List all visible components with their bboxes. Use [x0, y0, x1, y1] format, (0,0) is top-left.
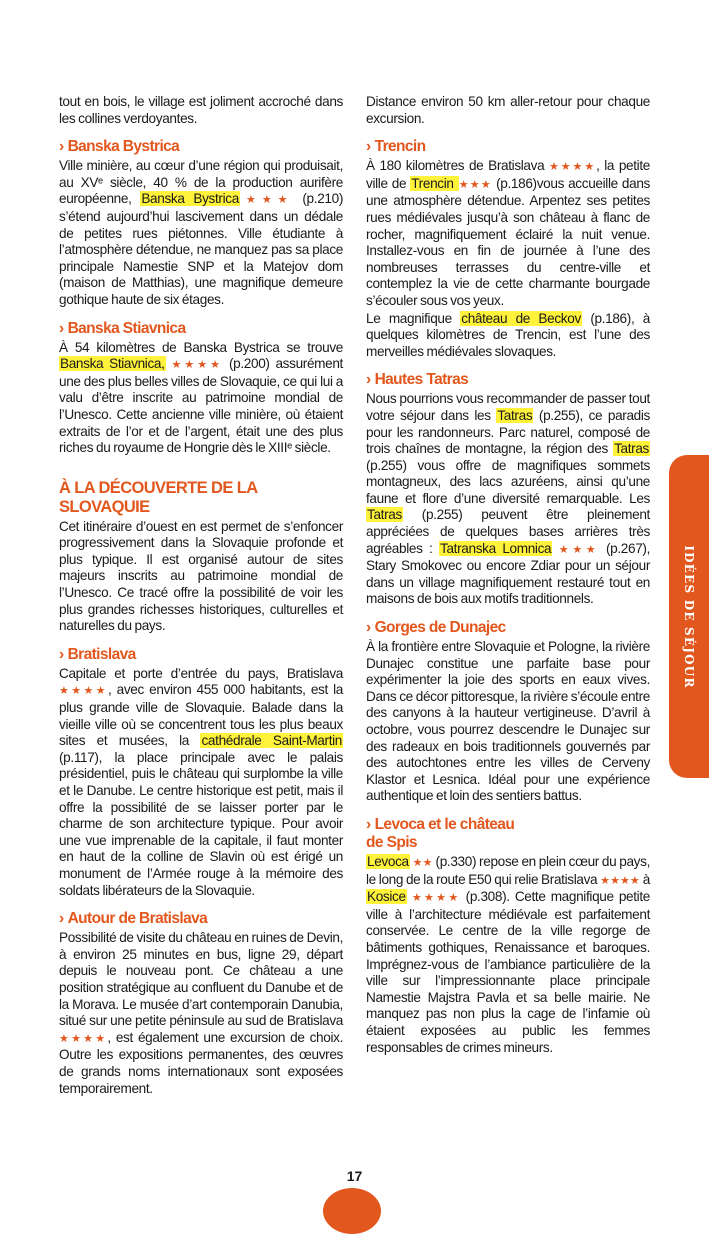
heading-text: Banska Bystrica — [67, 138, 180, 156]
heading-autour-bratislava — [59, 910, 343, 928]
text-run: Le magnifique — [366, 310, 461, 326]
paragraph-levoca — [366, 854, 650, 1056]
heading-text: Hautes Tatras — [374, 371, 469, 389]
chevron-right-icon: › — [366, 138, 371, 156]
highlight-tatras: Tatras — [614, 441, 649, 457]
chevron-right-icon: › — [59, 645, 64, 663]
highlight-banska-stiavnica: Banska Stiavnica, — [60, 356, 165, 372]
heading-text: Banska Stiavnica — [67, 319, 186, 337]
rating-stars-icon: ★★★★ — [171, 359, 224, 372]
highlight-banska-bystrica: Banska Bystrica — [141, 191, 239, 207]
text-run: (p.267), Stary Smokovec ou encore Zdiar pour un séjour dans un village magnifiquement restauré tout en maisons de bois aux motifs traditionnels. — [366, 540, 651, 607]
paragraph-decouverte: Cet itinéraire d’ouest en est permet de s’enfoncer progressivement dans la Slovaquie profonde et plus typique. Il est organisé autour de sites majeurs inscrits au patrimoine mondial de l’Unesco. Ce tracé offre la possibilité de voir les plus grandes richesses historiques, culturelles et naturelles du pays. — [59, 518, 343, 634]
right-column — [366, 94, 650, 1056]
highlight-levoca: Levoca — [367, 853, 409, 869]
intro-paragraph: tout en bois, le village est joliment accroché dans les collines verdoyantes. — [59, 94, 343, 126]
left-column — [59, 94, 343, 1097]
text-run: (p.200) assurément une des plus belles villes de Slovaquie, ce qui lui a valu d’être inscrite au patrimoine mondial de l’Unesco. Cette ancienne ville minière, où étaient extraits de l’or et de l’argent, était une des plus riches du royaume de Hongrie dès le XIIIᵉ siècle. — [59, 356, 343, 456]
heading-text: Trencin — [374, 138, 426, 156]
chevron-right-icon: › — [366, 371, 371, 389]
heading-text: Bratislava — [67, 645, 136, 663]
text-run: Nous pourrions vous recommander de passer tout votre séjour dans les — [366, 391, 650, 423]
heading-levoca — [366, 816, 650, 852]
side-section-tab — [669, 455, 709, 778]
highlight-beckov: château de Beckov — [461, 310, 581, 326]
chevron-right-icon: › — [366, 619, 371, 637]
heading-text: Gorges de Dunajec — [374, 619, 506, 637]
text-run: (p.308). Cette magnifique petite ville à l’architecture médiévale est parfaitement conservée. Le centre de la ville regorge de bâtiments gothiques, Renaissance et baroques. Imprégnez-vous de l’ambiance particulière de la ville sur l’impressionnante place principale Namestie Majstra Pavla et sa belle mairie. Ne manquez pas non plus la cage de l’infamie où étaient exposées au public les femmes responsables de crimes mineurs. — [366, 889, 650, 1055]
paragraph-gorges-dunajec: À la frontière entre Slovaquie et Pologne, la rivière Dunajec constitue une parfaite base pour expérimenter la joie des sports en eaux vives. Dans ce décor pittoresque, la rivière s’écoule entre des canyons à la hauteur vertigineuse. D’avril à octobre, vous pourrez descendre le Dunajec sur des radeaux en bois traditionnels gouvernés par des autochtones entre les villes de Cerveny Klastor et Lesnica. Idéal pour une expérience authentique et loin des sentiers battus. — [366, 639, 650, 804]
heading-text: Levoca et le château — [374, 815, 515, 833]
heading-banska-stiavnica — [59, 320, 343, 338]
page-number: 17 — [346, 1168, 363, 1184]
text-run: Ville minière, au cœur d’une région qui produisait, au XVᵉ siècle, 40 % de la production aurifère européenne, — [59, 158, 343, 207]
text-run: (p.255), ce paradis pour les randonneurs. Parc naturel, composé de trois chaînes de montagne, la région des — [366, 407, 651, 457]
highlight-kosice: Kosice — [367, 889, 406, 905]
side-tab-label: IDÉES DE SÉJOUR — [682, 544, 696, 689]
text-run: Capitale et porte d’entrée du pays, Bratislava — [59, 665, 343, 681]
section-banska-stiavnica — [59, 320, 343, 457]
text-run: Possibilité de visite du château en ruines de Devin, à environ 25 minutes en bus, ligne 29, départ depuis le nouveau pont. Ce château a une position stratégique au confluent du Danube et de la Morava. Le musée d’art contemporain Danubia, situé sur une petite péninsule au sud de Bratislava — [59, 930, 343, 1029]
text-run: (p.186), à quelques kilomètres de Trencin, est l’une des merveilles médiévales slovaques. — [366, 310, 650, 359]
section-intro-left — [59, 94, 343, 127]
rating-stars-icon: ★★★★ — [411, 892, 461, 905]
highlight-tatras: Tatras — [497, 407, 533, 423]
text-run: , la petite ville de — [366, 158, 650, 191]
paragraph-hautes-tatras — [366, 391, 650, 608]
section-gorges-dunajec — [366, 619, 650, 805]
rating-stars-icon: ★★ — [412, 856, 433, 869]
paragraph-banska-stiavnica — [59, 340, 343, 457]
paragraph-banska-bystrica — [59, 158, 343, 308]
text-run: à — [639, 871, 650, 887]
heading-gorges-dunajec — [366, 619, 650, 637]
rating-stars-icon: ★★★★ — [59, 1032, 108, 1045]
section-decouverte — [59, 479, 343, 635]
rating-stars-icon: ★★★★ — [59, 685, 108, 698]
section-hautes-tatras — [366, 371, 650, 608]
section-banska-bystrica — [59, 138, 343, 308]
chevron-right-icon: › — [59, 138, 64, 156]
section-autour-bratislava — [59, 910, 343, 1097]
text-run: À 180 kilomètres de Bratislava — [366, 158, 550, 174]
text-run: (p.117), la place principale avec le palais présidentiel, puis le château qui surplombe la ville et le Danube. Le centre historique est petit, mais il offre la possibilité de se laisser porter par le charme de son architecture typique. Pour avoir une vue imprenable de la capitale, il faut monter en haut de la colline de Slavin où est érigé un monument de l’Armée rouge à la mémoire des soldats libérateurs de la Slovaquie. — [59, 749, 343, 898]
highlight-cathedrale: cathédrale Saint-Martin — [201, 733, 343, 749]
section-levoca — [366, 816, 650, 1056]
chevron-right-icon: › — [366, 815, 371, 833]
highlight-trencin: Trencin — [411, 175, 458, 191]
paragraph-beckov — [366, 311, 650, 361]
heading-text: de Spis — [366, 833, 417, 851]
section-bratislava — [59, 646, 343, 899]
text-run: À 54 kilomètres de Banska Bystrica se trouve — [59, 339, 343, 355]
rating-stars-icon: ★★★★ — [600, 874, 640, 887]
title-decouverte: À LA DÉCOUVERTE DE LA SLOVAQUIE — [59, 478, 257, 516]
highlight-tatranska-lomnica: Tatranska Lomnica — [440, 540, 552, 556]
text-run: , avec environ 455 000 habitants, est la plus grande ville de Slovaquie. Balade dans la vieille ville où se concentrent tous les plus beaux sites et musées, la — [59, 682, 343, 749]
page-number-tab — [323, 1188, 381, 1234]
highlight-tatras: Tatras — [367, 507, 402, 523]
intro-paragraph: Distance environ 50 km aller-retour pour chaque excursion. — [366, 94, 650, 126]
text-run: (p.255) peuvent être pleinement appréciées de quelques bases arrières très agréables : — [366, 507, 650, 556]
rating-stars-icon: ★★★ — [239, 194, 294, 207]
paragraph-autour-bratislava — [59, 930, 343, 1097]
paragraph-trencin — [366, 158, 650, 309]
heading-bratislava — [59, 646, 343, 664]
rating-stars-icon: ★★★ — [558, 543, 600, 556]
text-run: (p.186)vous accueille dans une atmosphère détendue. Arpentez ses petites rues médiévales jusqu’à son château à flanc de rocher, magnifiquement éclairé la nuit venue. Installez-vous en fin de journée à l’une des nombreuses terrasses du centre-ville et contemplez la vie de cette charmante bourgade s’écouler sous vos yeux. — [366, 175, 650, 308]
text-run: (p.330) repose en plein cœur du pays, le long de la route E50 qui relie Bratislava — [366, 853, 650, 887]
rating-stars-icon: ★★★ — [458, 178, 493, 191]
heading-banska-bystrica — [59, 138, 343, 156]
chevron-right-icon: › — [59, 910, 64, 928]
paragraph-bratislava — [59, 666, 343, 899]
text-run: (p.255) vous offre de magnifiques sommets montagneux, des lacs azuréens, ainsi qu’une faune et flore d’une diversité remarquable. Les — [366, 457, 650, 506]
text-run: (p.210) s’étend aujourd’hui lascivement dans un dédale de petites rues piétonnes. Ville étudiante à l’atmosphère détendue, ne manquez pas sa place principale Namestie SNP et la Matejov dom (maison de Matthias), une magnifique demeure gothique haute de six étages. — [59, 191, 343, 307]
section-trencin — [366, 138, 650, 360]
chevron-right-icon: › — [59, 319, 64, 337]
heading-hautes-tatras — [366, 371, 650, 389]
heading-text: Autour de Bratislava — [67, 910, 208, 928]
heading-trencin — [366, 138, 650, 156]
section-intro-right — [366, 94, 650, 127]
text-run: , est également une excursion de choix. Outre les expositions permanentes, des œuvres de grands noms internationaux sont exposées temporairement. — [59, 1029, 344, 1096]
rating-stars-icon: ★★★★ — [549, 161, 597, 174]
